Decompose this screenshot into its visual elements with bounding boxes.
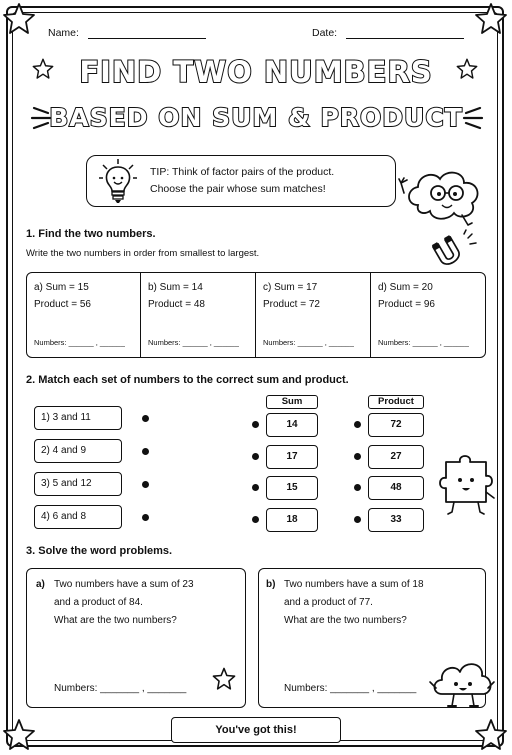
brain-icon xyxy=(398,165,490,227)
word-problem-a-answer[interactable]: Numbers: _______ , _______ xyxy=(54,683,187,694)
page-title-line2: BASED ON SUM & PRODUCT xyxy=(49,103,463,132)
problem-d-product: Product = 96 xyxy=(378,299,435,310)
product-option-2[interactable]: 27 xyxy=(368,445,424,469)
star-icon xyxy=(2,2,36,36)
word-problem-b-line-3: What are the two numbers? xyxy=(284,615,407,626)
date-label: Date: xyxy=(312,27,338,39)
page-title-line1: FIND TWO NUMBERS xyxy=(79,55,433,89)
sparkle-icon xyxy=(462,104,484,132)
star-icon xyxy=(474,2,508,36)
tip-line-2: Choose the pair whose sum matches! xyxy=(150,183,326,195)
star-icon xyxy=(2,718,36,752)
product-option-4[interactable]: 33 xyxy=(368,508,424,532)
problem-c-sum: c) Sum = 17 xyxy=(263,282,318,293)
product-header: Product xyxy=(368,395,424,409)
match-set-3[interactable]: 3) 5 and 12 xyxy=(34,472,122,496)
star-icon xyxy=(456,58,478,80)
column-divider xyxy=(140,272,141,358)
problem-b-sum: b) Sum = 14 xyxy=(148,282,203,293)
column-divider xyxy=(370,272,371,358)
word-problem-a-letter: a) xyxy=(36,579,45,590)
sum-option-4[interactable]: 18 xyxy=(266,508,318,532)
name-blank[interactable] xyxy=(88,38,206,39)
problem-b-answer[interactable]: Numbers: ______ , ______ xyxy=(148,338,239,347)
name-field[interactable] xyxy=(48,27,206,39)
problem-a-sum: a) Sum = 15 xyxy=(34,282,89,293)
word-problem-a-line-2: and a product of 84. xyxy=(54,597,143,608)
product-option-1[interactable]: 72 xyxy=(368,413,424,437)
word-problem-a-line-3: What are the two numbers? xyxy=(54,615,177,626)
section-3-title: 3. Solve the word problems. xyxy=(26,545,173,557)
magnet-icon xyxy=(428,228,478,274)
problem-c-answer[interactable]: Numbers: ______ , ______ xyxy=(263,338,354,347)
encouragement-banner: You've got this! xyxy=(171,717,341,743)
problem-a-answer[interactable]: Numbers: ______ , ______ xyxy=(34,338,125,347)
section-2-title: 2. Match each set of numbers to the correct sum and product. xyxy=(26,374,349,386)
column-divider xyxy=(255,272,256,358)
section-1-title: 1. Find the two numbers. xyxy=(26,228,156,240)
match-set-4[interactable]: 4) 6 and 8 xyxy=(34,505,122,529)
match-dot[interactable] xyxy=(142,514,149,521)
sum-option-2[interactable]: 17 xyxy=(266,445,318,469)
match-dot[interactable] xyxy=(142,448,149,455)
lightbulb-icon xyxy=(98,158,138,204)
tip-line-1: TIP: Think of factor pairs of the product. xyxy=(150,166,335,178)
match-dot[interactable] xyxy=(252,453,259,460)
match-dot[interactable] xyxy=(252,421,259,428)
star-icon xyxy=(32,58,54,80)
sum-option-3[interactable]: 15 xyxy=(266,476,318,500)
sum-header: Sum xyxy=(266,395,318,409)
problem-d-answer[interactable]: Numbers: ______ , ______ xyxy=(378,338,469,347)
match-set-2[interactable]: 2) 4 and 9 xyxy=(34,439,122,463)
section-1-instruction: Write the two numbers in order from smallest to largest. xyxy=(26,248,260,259)
match-dot[interactable] xyxy=(354,421,361,428)
match-dot[interactable] xyxy=(354,484,361,491)
name-label: Name: xyxy=(48,27,79,39)
puzzle-piece-icon xyxy=(436,448,498,522)
star-icon xyxy=(474,718,508,752)
match-dot[interactable] xyxy=(142,415,149,422)
match-dot[interactable] xyxy=(142,481,149,488)
problem-a-product: Product = 56 xyxy=(34,299,91,310)
word-problem-b-line-1: Two numbers have a sum of 18 xyxy=(284,579,424,590)
match-dot[interactable] xyxy=(354,453,361,460)
sparkle-icon xyxy=(30,104,52,132)
match-dot[interactable] xyxy=(252,484,259,491)
problem-d-sum: d) Sum = 20 xyxy=(378,282,433,293)
date-blank[interactable] xyxy=(346,38,464,39)
date-field[interactable] xyxy=(312,27,464,39)
word-problem-b-answer[interactable]: Numbers: _______ , _______ xyxy=(284,683,417,694)
match-set-1[interactable]: 1) 3 and 11 xyxy=(34,406,122,430)
problem-b-product: Product = 48 xyxy=(148,299,205,310)
match-dot[interactable] xyxy=(354,516,361,523)
word-problem-a-line-1: Two numbers have a sum of 23 xyxy=(54,579,194,590)
word-problem-b-letter: b) xyxy=(266,579,276,590)
product-option-3[interactable]: 48 xyxy=(368,476,424,500)
sum-option-1[interactable]: 14 xyxy=(266,413,318,437)
star-icon xyxy=(212,667,236,691)
cloud-icon xyxy=(428,652,496,716)
match-dot[interactable] xyxy=(252,516,259,523)
problem-c-product: Product = 72 xyxy=(263,299,320,310)
word-problem-b-line-2: and a product of 77. xyxy=(284,597,373,608)
